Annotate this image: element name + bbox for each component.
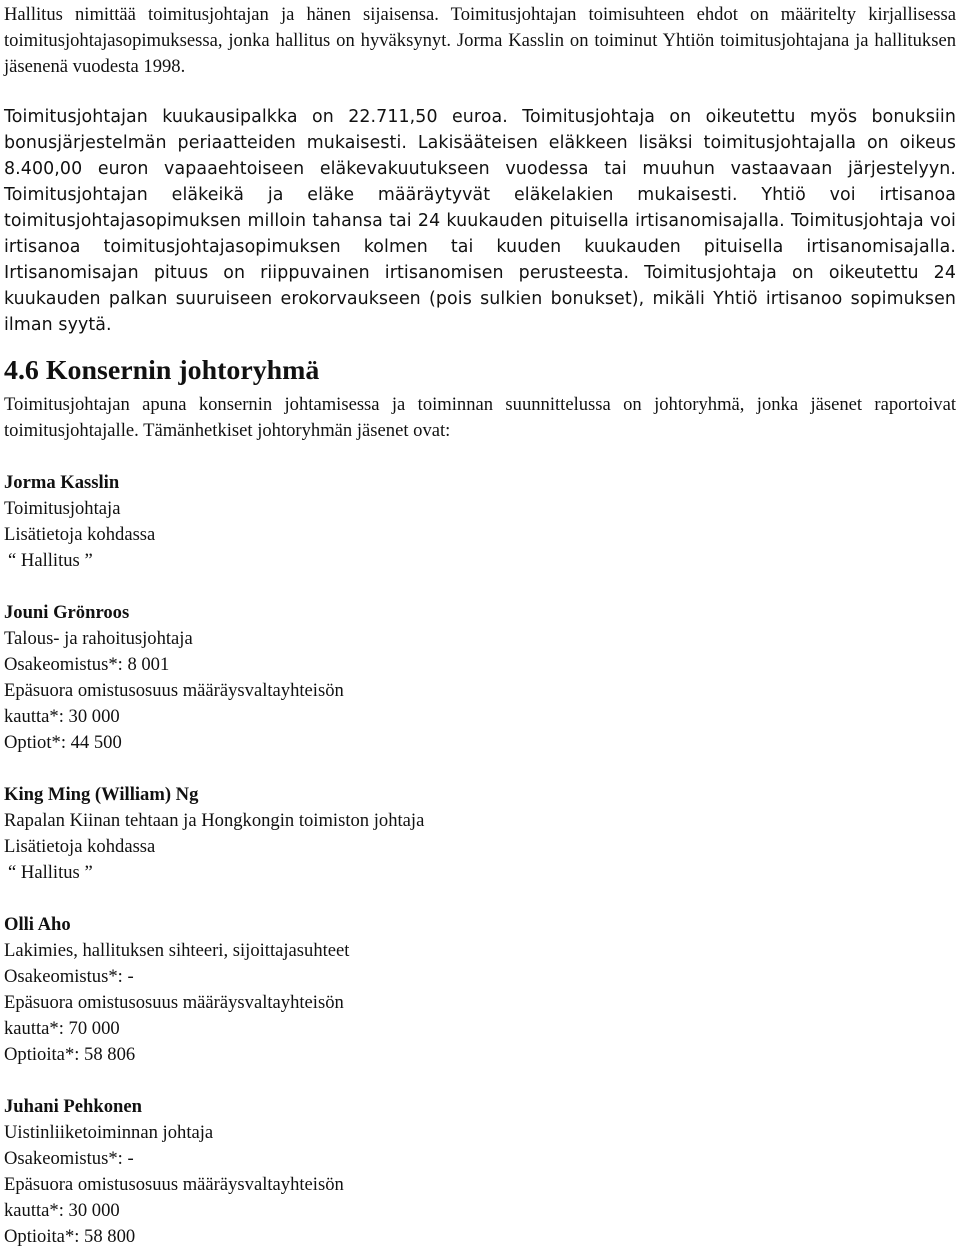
- member-detail-line: Epäsuora omistusosuus määräysvaltayhteisön: [4, 680, 344, 701]
- member-detail-line: Epäsuora omistusosuus määräysvaltayhteisön: [4, 1174, 344, 1195]
- management-team-list: [4, 470, 956, 1250]
- member-name: King Ming (William) Ng: [4, 784, 199, 805]
- member-detail-line: Lisätietoja kohdassa: [4, 524, 156, 545]
- member-detail-line: Toimitusjohtaja: [4, 498, 121, 519]
- member-detail-line: kautta*: 30 000: [4, 1200, 120, 1221]
- member-entry: [4, 912, 956, 1068]
- section-paragraph: Toimitusjohtajan apuna konsernin johtamisessa ja toiminnan suunnittelussa on johtoryhmä, jonka jäsenet raportoivat toimitusjohtajalle. Tämänhetkiset johtoryhmän jäsenet ovat:: [4, 394, 956, 441]
- member-detail-line: Osakeomistus*: 8 001: [4, 654, 170, 675]
- member-detail-line: Lisätietoja kohdassa: [4, 836, 156, 857]
- member-name: Juhani Pehkonen: [4, 1096, 142, 1117]
- member-detail-line: Osakeomistus*: -: [4, 966, 134, 987]
- member-detail-line: Optioita*: 58 800: [4, 1226, 136, 1247]
- member-entry: [4, 782, 956, 886]
- hallitus-link[interactable]: “ Hallitus ”: [8, 862, 93, 883]
- member-detail-line: Osakeomistus*: -: [4, 1148, 134, 1169]
- member-reference-line: [4, 860, 956, 886]
- member-name: Jouni Grönroos: [4, 602, 130, 623]
- member-detail-line: Optioita*: 58 806: [4, 1044, 136, 1065]
- member-detail-line: kautta*: 30 000: [4, 706, 120, 727]
- section-heading: 4.6 Konsernin johtoryhmä: [4, 355, 320, 386]
- member-entry: [4, 470, 956, 574]
- member-detail-line: Lakimies, hallituksen sihteeri, sijoittajasuhteet: [4, 940, 350, 961]
- member-detail-line: Optiot*: 44 500: [4, 732, 122, 753]
- member-detail-line: Talous- ja rahoitusjohtaja: [4, 628, 193, 649]
- member-detail-line: Rapalan Kiinan tehtaan ja Hongkongin toimiston johtaja: [4, 810, 425, 831]
- member-detail-line: kautta*: 70 000: [4, 1018, 120, 1039]
- member-reference-line: [4, 548, 956, 574]
- member-entry: [4, 600, 956, 756]
- member-name: Olli Aho: [4, 914, 71, 935]
- document-page: [4, 2, 956, 1250]
- hallitus-link[interactable]: “ Hallitus ”: [8, 550, 93, 571]
- member-detail-line: Epäsuora omistusosuus määräysvaltayhteisön: [4, 992, 344, 1013]
- member-detail-line: Uistinliiketoiminnan johtaja: [4, 1122, 214, 1143]
- member-name: Jorma Kasslin: [4, 472, 120, 493]
- intro-paragraph-2: Toimitusjohtajan kuukausipalkka on 22.711,50 euroa. Toimitusjohtaja on oikeutettu myös bonuksiin bonusjärjestelmän periaatteiden mukaisesti. Lakisääteisen eläkkeen lisäksi toimitusjohtajalla on oikeus 8.400,00 euron vapaaehtoiseen eläkevakuutukseen vuodessa tai muuhun vastaavaan järjestelyyn. Toimitusjohtajan eläkeikä ja eläke määräytyvät eläkelakien mukaisesti. Yhtiö voi irtisanoa toimitusjohtajasopimuksen milloin tahansa tai 24 kuukauden pituisella irtisanomisajalla. Toimitusjohtaja voi irtisanoa toimitusjohtajasopimuksen kolmen tai kuuden kuukauden pituisella irtisanomisajalla. Irtisanomisajan pituus on riippuvainen irtisanomisen perusteesta. Toimitusjohtaja on oikeutettu 24 kuukauden palkan suuruiseen erokorvaukseen (pois sulkien bonukset), mikäli Yhtiö irtisanoo sopimuksen ilman syytä.: [4, 107, 956, 335]
- intro-paragraph-1: Hallitus nimittää toimitusjohtajan ja hänen sijaisensa. Toimitusjohtajan toimisuhteen ehdot on määritelty kirjallisessa toimitusjohtajasopimuksessa, jonka hallitus on hyväksynyt. Jorma Kasslin on toiminut Yhtiön toimitusjohtajana ja hallituksen jäsenenä vuodesta 1998.: [4, 4, 956, 77]
- member-entry: [4, 1094, 956, 1250]
